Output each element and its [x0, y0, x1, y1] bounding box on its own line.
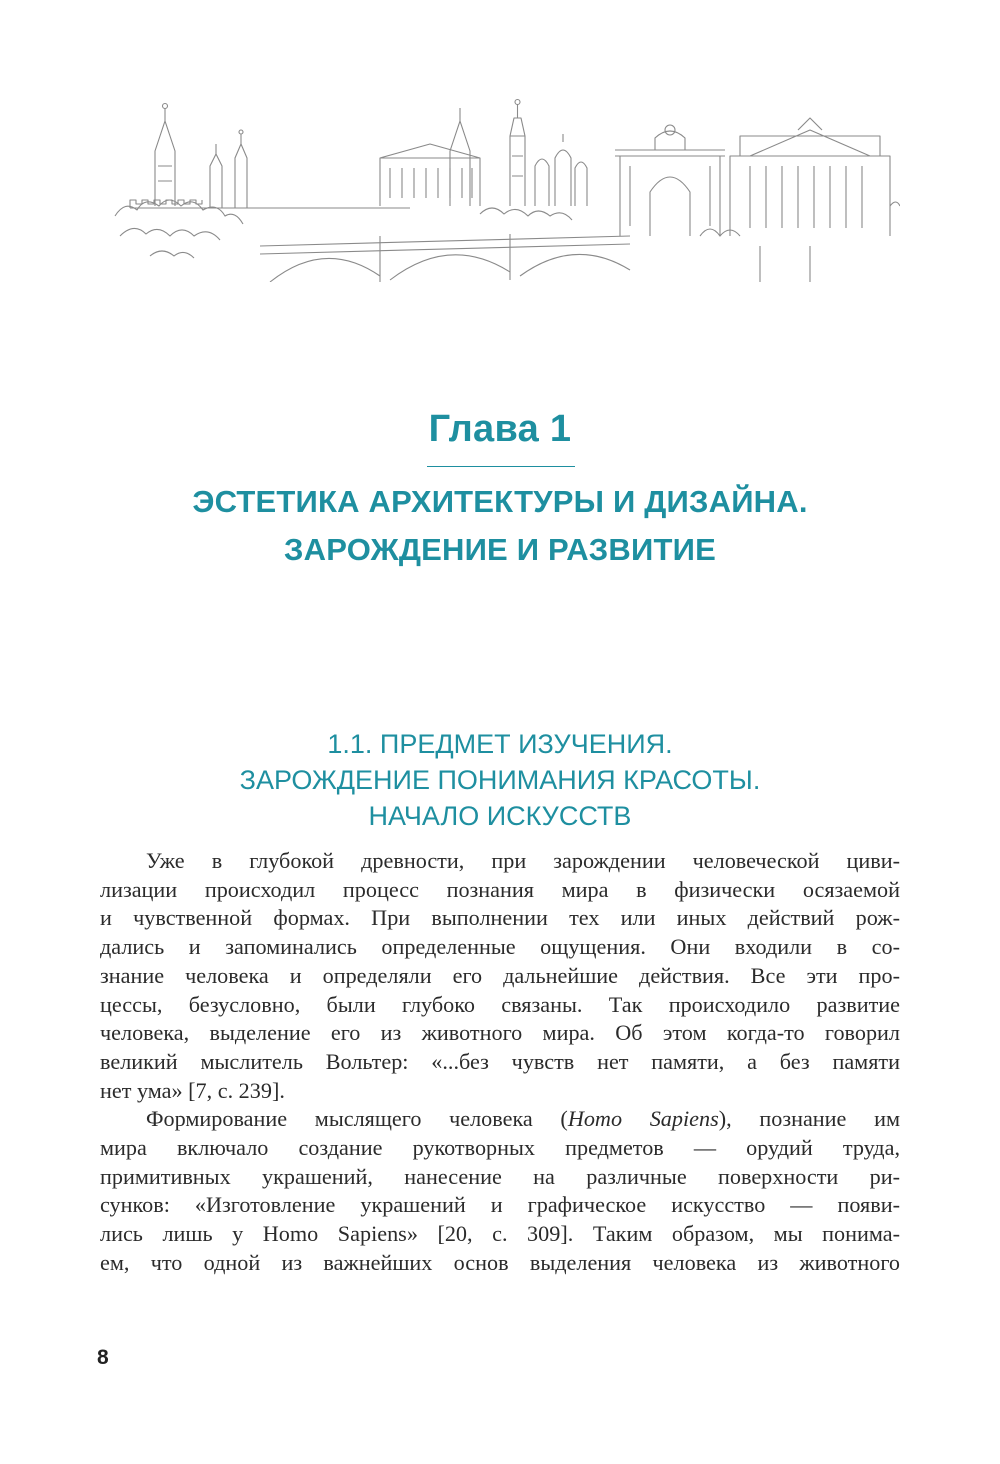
text-line — [100, 1105, 900, 1134]
italic-term: Homo Sapiens — [567, 1106, 719, 1132]
text-line: нет ума» [7, с. 239]. — [100, 1077, 285, 1103]
body-text — [100, 847, 900, 1278]
section-title-line: 1.1. ПРЕДМЕТ ИЗУЧЕНИЯ. — [327, 729, 673, 759]
text-line: великий мыслитель Вольтер: «...без чувств нет памяти, а без памяти — [100, 1048, 900, 1074]
text-line: дались и запоминались определенные ощущения. Они входили в со- — [100, 934, 900, 960]
section-title-line: НАЧАЛО ИСКУССТВ — [368, 801, 632, 831]
section-title-line: ЗАРОЖДЕНИЕ ПОНИМАНИЯ КРАСОТЫ. — [239, 765, 761, 795]
text-line: ем, что одной из важнейших основ выделения человека из животного — [100, 1249, 900, 1275]
moscow-skyline-illustration — [110, 96, 900, 282]
section-title — [0, 726, 1000, 834]
chapter-title — [0, 478, 1000, 574]
page-number: 8 — [97, 1346, 109, 1369]
text-line: примитивных украшений, нанесение на различные поверхности ри- — [100, 1163, 900, 1189]
text-line: и чувственной формах. При выполнении тех или иных действий рож- — [100, 905, 900, 931]
text-line: знание человека и определяли его дальнейшие действия. Все эти про- — [100, 962, 900, 988]
text-line: лизации происходил процесс познания мира в физически осязаемой — [100, 876, 900, 902]
text-fragment: Формирование мыслящего человека ( — [146, 1106, 568, 1132]
text-line: Уже в глубокой древности, при зарождении человеческой циви- — [146, 848, 900, 873]
paragraph — [100, 1105, 900, 1277]
text-line: лись лишь у Homo Sapiens» [20, с. 309]. Таким образом, мы понима- — [100, 1221, 900, 1247]
text-line: цессы, безусловно, были глубоко связаны. Так происходило развитие — [100, 991, 900, 1017]
text-line: сунков: «Изготовление украшений и графическое искусство — появи- — [100, 1192, 900, 1218]
chapter-label: Глава 1 — [428, 408, 572, 450]
paragraph — [100, 847, 900, 1105]
text-line: мира включало создание рукотворных предметов — орудий труда, — [100, 1135, 900, 1161]
chapter-title-line: ЗАРОЖДЕНИЕ И РАЗВИТИЕ — [284, 532, 716, 567]
text-line: человека, выделение его из животного мира. Об этом когда-то говорил — [100, 1020, 900, 1046]
text-fragment: ), познание им — [718, 1106, 900, 1132]
chapter-divider — [427, 466, 575, 467]
chapter-title-line: ЭСТЕТИКА АРХИТЕКТУРЫ И ДИЗАЙНА. — [192, 484, 808, 519]
